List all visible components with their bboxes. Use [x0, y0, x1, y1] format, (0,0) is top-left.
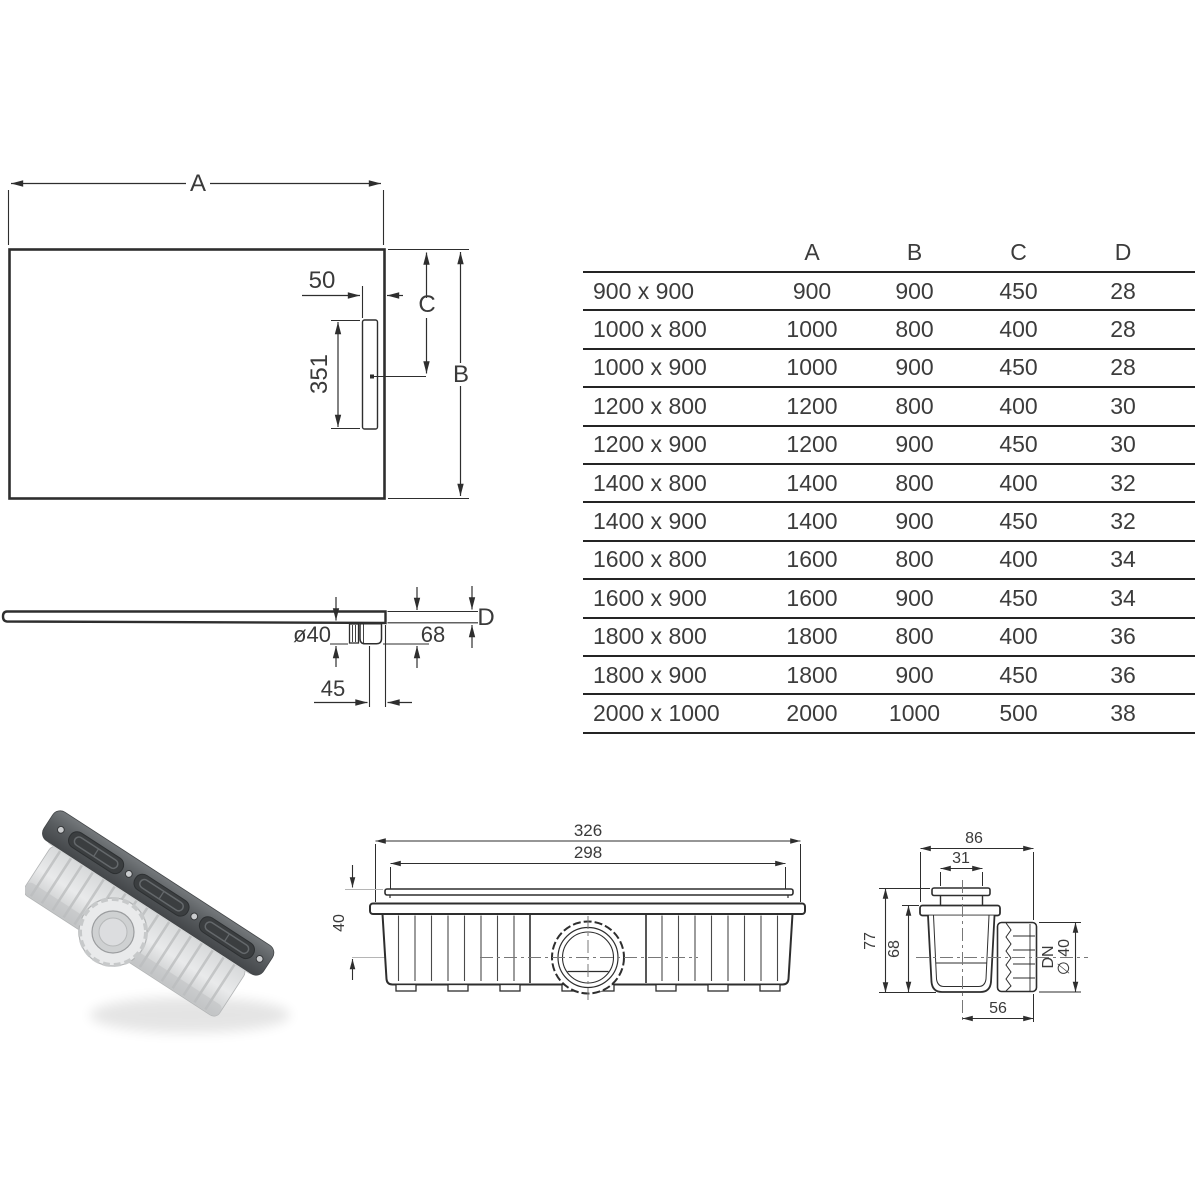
cell-c: 400	[999, 392, 1038, 419]
trap-knurl-nut	[350, 624, 359, 643]
channel-front-view-drawing	[330, 810, 830, 1030]
cell-size: 900 x 900	[593, 277, 695, 304]
dim-label-298: 298	[573, 843, 603, 862]
size-table-header-cell: A	[804, 238, 820, 265]
cell-c: 400	[999, 316, 1038, 343]
dim-label-326: 326	[573, 821, 603, 840]
dim-label-86: 86	[965, 830, 983, 847]
dim-label-77: 77	[862, 932, 879, 950]
cell-c: 450	[999, 354, 1038, 381]
dim-label-d: D	[477, 604, 495, 631]
cell-c: 450	[999, 508, 1038, 535]
dim-label-351: 351	[306, 353, 333, 395]
size-table-row	[583, 427, 1195, 465]
cell-size: 1800 x 900	[593, 661, 707, 688]
cell-size: 1600 x 900	[593, 584, 707, 611]
size-table-row	[583, 503, 1195, 541]
size-table	[583, 233, 1195, 734]
shadow	[90, 997, 290, 1033]
cell-b: 800	[895, 623, 934, 650]
drain-center-mark	[370, 375, 374, 379]
size-table-row	[583, 657, 1195, 695]
cell-size: 1000 x 900	[593, 354, 707, 381]
cell-a: 1000	[786, 316, 838, 343]
dim-label-a: A	[189, 170, 207, 197]
cell-d: 32	[1110, 508, 1136, 535]
cell-d: 32	[1110, 469, 1136, 496]
cell-c: 450	[999, 277, 1038, 304]
cell-size: 2000 x 1000	[593, 699, 720, 726]
cell-b: 800	[895, 316, 934, 343]
size-table-header-cell: B	[906, 238, 923, 265]
cell-a: 2000	[786, 699, 838, 726]
trap-stem-flange	[932, 888, 990, 896]
cell-d: 28	[1110, 316, 1136, 343]
tray-side-view-drawing	[0, 580, 520, 730]
cell-b: 900	[895, 584, 934, 611]
cell-a: 1400	[786, 508, 838, 535]
size-table-row	[583, 580, 1195, 618]
cell-a: 1600	[786, 584, 838, 611]
size-table-row	[583, 311, 1195, 349]
cell-b: 800	[895, 469, 934, 496]
cell-b: 900	[895, 354, 934, 381]
size-table-header-cell: D	[1114, 238, 1132, 265]
cell-a: 1200	[786, 431, 838, 458]
dim-label-56: 56	[989, 1000, 1007, 1017]
size-table-row	[583, 619, 1195, 657]
cell-size: 1600 x 800	[593, 546, 707, 573]
trap-side-view-drawing	[860, 810, 1200, 1040]
cell-b: 900	[895, 661, 934, 688]
cell-a: 1600	[786, 546, 838, 573]
size-table-header-row	[583, 233, 1195, 273]
cell-size: 1200 x 800	[593, 392, 707, 419]
size-table-row	[583, 388, 1195, 426]
cell-b: 900	[895, 277, 934, 304]
size-table-body	[583, 273, 1195, 734]
cell-c: 450	[999, 661, 1038, 688]
dim-label-pipe-diameter: ø40	[293, 622, 331, 647]
cell-a: 1200	[786, 392, 838, 419]
dim-label-31: 31	[952, 850, 970, 867]
cell-size: 1000 x 800	[593, 316, 707, 343]
cell-d: 28	[1110, 277, 1136, 304]
trap-top-flange	[920, 906, 1000, 916]
dim-label-dn: DN	[1040, 945, 1057, 969]
cell-size: 1400 x 800	[593, 469, 707, 496]
dim-label-45: 45	[320, 676, 346, 701]
tray-top-view-drawing	[0, 160, 500, 520]
size-table-row	[583, 542, 1195, 580]
cell-c: 400	[999, 546, 1038, 573]
size-table-header-cell: C	[1010, 238, 1027, 265]
cell-a: 900	[792, 277, 832, 304]
size-table-row	[583, 695, 1195, 733]
cell-a: 1000	[786, 354, 838, 381]
cell-a: 1400	[786, 469, 838, 496]
size-table-row	[583, 465, 1195, 503]
cell-d: 34	[1110, 584, 1136, 611]
cell-d: 30	[1110, 392, 1136, 419]
cell-d: 28	[1110, 354, 1136, 381]
trap-cup-body	[928, 916, 995, 993]
grate-plate	[385, 889, 793, 895]
cell-b: 1000	[888, 699, 941, 726]
size-table-row	[583, 350, 1195, 388]
cell-c: 400	[999, 469, 1038, 496]
cell-a: 1800	[786, 661, 838, 688]
drain-channel-3d-photo	[25, 790, 325, 1050]
cell-b: 800	[895, 392, 934, 419]
cell-b: 800	[895, 546, 934, 573]
dim-label-50: 50	[308, 267, 336, 294]
channel-assembly	[25, 807, 277, 1026]
dim-label-dn-diameter: ∅ 40	[1056, 938, 1073, 976]
dim-label-40: 40	[331, 914, 348, 932]
cell-size: 1400 x 900	[593, 508, 707, 535]
dim-label-c: C	[418, 291, 436, 318]
cell-d: 34	[1110, 546, 1136, 573]
cell-d: 38	[1110, 699, 1136, 726]
dim-label-68: 68	[420, 622, 446, 647]
cell-size: 1800 x 800	[593, 623, 707, 650]
channel-flange	[370, 904, 805, 915]
cell-d: 36	[1110, 661, 1136, 688]
cell-d: 30	[1110, 431, 1136, 458]
outlet-nut-3d	[79, 898, 147, 966]
cell-c: 450	[999, 431, 1038, 458]
cell-d: 36	[1110, 623, 1136, 650]
cell-b: 900	[895, 431, 934, 458]
dim-label-b: B	[452, 361, 470, 388]
cell-a: 1800	[786, 623, 838, 650]
cell-c: 450	[999, 584, 1038, 611]
dim-label-68: 68	[886, 940, 903, 958]
cell-b: 900	[895, 508, 934, 535]
cell-size: 1200 x 900	[593, 431, 707, 458]
size-table-row	[583, 273, 1195, 311]
cell-c: 500	[999, 699, 1038, 726]
cell-c: 400	[999, 623, 1038, 650]
